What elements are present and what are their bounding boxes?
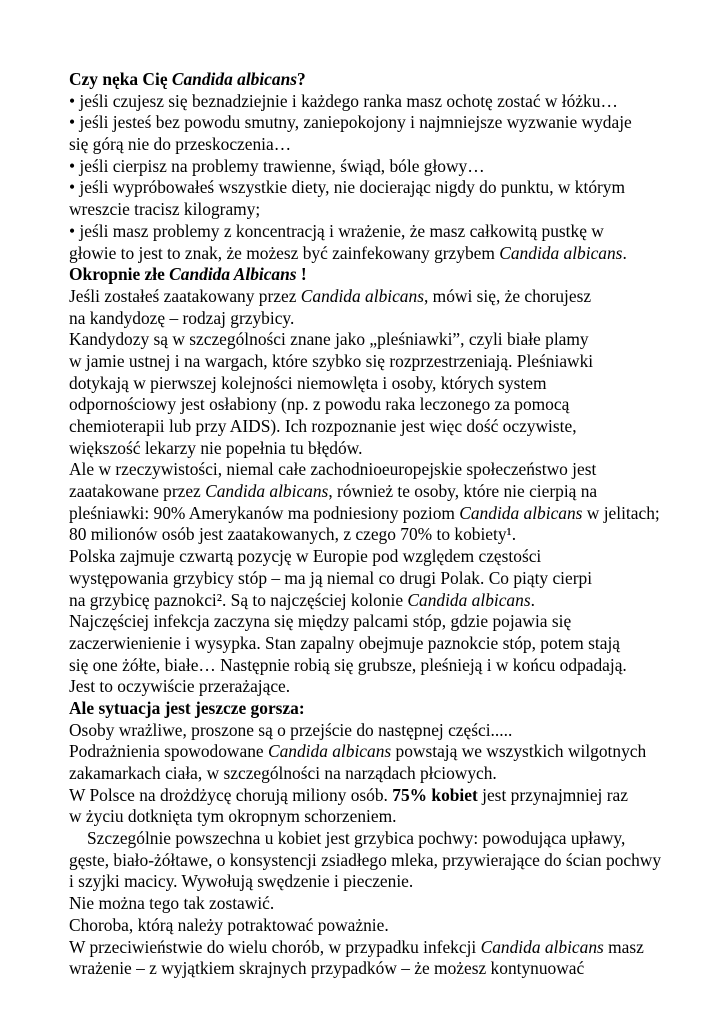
text-line (69, 243, 699, 265)
text-line (69, 308, 699, 330)
bold-text: Okropnie złe (69, 264, 170, 285)
text-run: pleśniawki: 90% Amerykanów ma podniesiony poziom (69, 502, 460, 523)
text-run: Jeśli zostałeś zaatakowany przez (69, 285, 301, 306)
text-line (69, 915, 699, 937)
text-run: chemioterapii lub przy AIDS). Ich rozpoznanie jest więc dość oczywiste, (69, 416, 577, 436)
text-line (69, 871, 699, 893)
text-run: w życiu dotknięta tym okropnym schorzeniem. (69, 806, 397, 827)
text-line (69, 958, 699, 980)
bold-text: Candida Albicans (169, 264, 297, 285)
italic-text: Szczególnie powszechna u kobiet jest grzybica pochwy: powodująca upławy, (87, 828, 626, 849)
text-line (69, 893, 699, 915)
text-line (69, 351, 699, 373)
italic-text: Candida albicans (267, 741, 392, 762)
text-line (69, 524, 699, 546)
text-run: wrażenie – z wyjątkiem skrajnych przypadków – że możesz kontynuować (69, 958, 585, 979)
text-line (69, 633, 699, 655)
text-line (69, 373, 699, 395)
text-line (69, 763, 699, 785)
text-line (69, 69, 699, 91)
text-run: odpornościowy jest osłabiony (np. z powodu raka leczonego za pomocą (69, 394, 570, 415)
text-line (69, 937, 699, 959)
text-run: • jeśli masz problemy z koncentracją i wrażenie, że masz całkowitą pustkę w (69, 220, 604, 241)
text-line (69, 416, 699, 438)
text-run: W Polsce na drożdżycę chorują miliony osób. (69, 784, 393, 805)
italic-text: Candida albicans (300, 285, 424, 306)
text-run: . (530, 589, 535, 610)
text-run: wreszcie tracisz kilogramy; (69, 199, 261, 220)
text-run: na grzybicę paznokci². Są to najczęściej kolonie (69, 589, 408, 610)
text-run: i szyjki macicy. Wywołują swędzenie i pieczenie. (69, 871, 414, 892)
text-run: Polska zajmuje czwartą pozycję w Europie pod względem częstości (69, 546, 542, 567)
text-line (69, 806, 699, 828)
text-line (69, 828, 699, 850)
text-line (69, 156, 699, 178)
text-run: się one żółte, białe… Następnie robią się grubsze, pleśnieją i w końcu odpadają. (69, 654, 627, 675)
text-line (69, 850, 699, 872)
text-run: Osoby wrażliwe, proszone są o przejście do następnej części..... (69, 719, 513, 740)
text-line (69, 568, 699, 590)
text-line (69, 91, 699, 113)
text-line (69, 546, 699, 568)
text-run: Choroba, którą należy potraktować poważnie. (69, 914, 389, 935)
text-line (69, 286, 699, 308)
text-run: zakamarkach ciała, w szczególności na narządach płciowych. (69, 763, 497, 783)
text-run: większość lekarzy nie popełnia tu błędów. (69, 437, 363, 458)
text-line (69, 720, 699, 742)
text-line (69, 221, 699, 243)
text-run: głowie to jest to znak, że możesz być zainfekowany grzybem (69, 242, 500, 263)
text-line (69, 655, 699, 677)
italic-text: Candida albicans (407, 589, 531, 610)
text-run: się górą nie do przeskoczenia… (69, 134, 292, 155)
text-line (69, 134, 699, 156)
text-run: Nie można tego tak zostawić. (69, 893, 275, 914)
text-run: . (622, 242, 627, 263)
bold-text: 75% kobiet (392, 784, 478, 805)
text-run: jest przynajmniej raz (477, 784, 628, 805)
text-line (69, 199, 699, 221)
bold-text: ! (296, 264, 307, 285)
text-line (69, 438, 699, 460)
text-run: masz (603, 936, 644, 957)
text-line (69, 785, 699, 807)
text-run: Najczęściej infekcja zaczyna się między palcami stóp, gdzie pojawia się (69, 611, 572, 632)
italic-text: Candida albicans (480, 936, 604, 957)
text-run: 80 milionów osób jest zaatakowanych, z czego 70% to kobiety¹. (69, 524, 517, 545)
text-run: powstają we wszystkich wilgotnych (391, 741, 647, 762)
italic-text: Candida albicans (205, 481, 329, 502)
text-run: , również te osoby, które nie cierpią na (328, 481, 598, 502)
bold-text: Ale sytuacja jest jeszcze gorsza: (69, 697, 305, 718)
italic-text: Candida albicans (459, 502, 583, 523)
text-line (69, 741, 699, 763)
text-run: gęste, biało-żółtawe, o konsystencji zsiadłego mleka, przywierające do ścian pochwy (69, 849, 662, 870)
bold-text: Candida albicans (171, 69, 298, 89)
text-run: • jeśli cierpisz na problemy trawienne, świąd, bóle głowy… (69, 155, 485, 176)
text-line (69, 481, 699, 503)
text-line (69, 459, 699, 481)
text-run: • jeśli jesteś bez powodu smutny, zaniepokojony i najmniejsze wyzwanie wydaje (69, 112, 632, 133)
text-line (69, 611, 699, 633)
text-run: zaczerwienienie i wysypka. Stan zapalny obejmuje paznokcie stóp, potem stają (69, 632, 620, 653)
text-run: w jelitach; (582, 502, 660, 523)
text-run: , mówi się, że chorujesz (423, 285, 592, 306)
text-run: dotykają w pierwszej kolejności niemowlęta i osoby, których system (69, 372, 547, 393)
text-line (69, 503, 699, 525)
text-line (69, 394, 699, 416)
text-line (69, 590, 699, 612)
text-line (69, 264, 699, 286)
document-body (69, 69, 699, 980)
text-run: Podrażnienia spowodowane (69, 741, 268, 762)
italic-text: Candida albicans (499, 242, 623, 263)
text-run: występowania grzybicy stóp – ma ją niemal co drugi Polak. Co piąty cierpi (69, 567, 593, 588)
text-line (69, 329, 699, 351)
bold-text: Czy nęka Cię (69, 69, 172, 89)
text-run: zaatakowane przez (69, 481, 206, 502)
text-run: • jeśli wypróbowałeś wszystkie diety, nie docierając nigdy do punktu, w którym (69, 177, 626, 198)
text-line (69, 112, 699, 134)
text-run: w jamie ustnej i na wargach, które szybko się rozprzestrzeniają. Pleśniawki (69, 350, 594, 371)
text-run: Ale w rzeczywistości, niemal całe zachodnioeuropejskie społeczeństwo jest (69, 459, 597, 480)
bold-text: ? (297, 69, 306, 89)
text-run: Jest to oczywiście przerażające. (69, 676, 291, 697)
text-run: W przeciwieństwie do wielu chorób, w przypadku infekcji (69, 936, 481, 957)
text-run: na kandydozę – rodzaj grzybicy. (69, 307, 295, 328)
text-run: Kandydozy są w szczególności znane jako „pleśniawki”, czyli białe plamy (69, 329, 589, 350)
text-line (69, 177, 699, 199)
text-run: • jeśli czujesz się beznadziejnie i każdego ranka masz ochotę zostać w łóżku… (69, 90, 618, 111)
text-line (69, 676, 699, 698)
text-line (69, 698, 699, 720)
